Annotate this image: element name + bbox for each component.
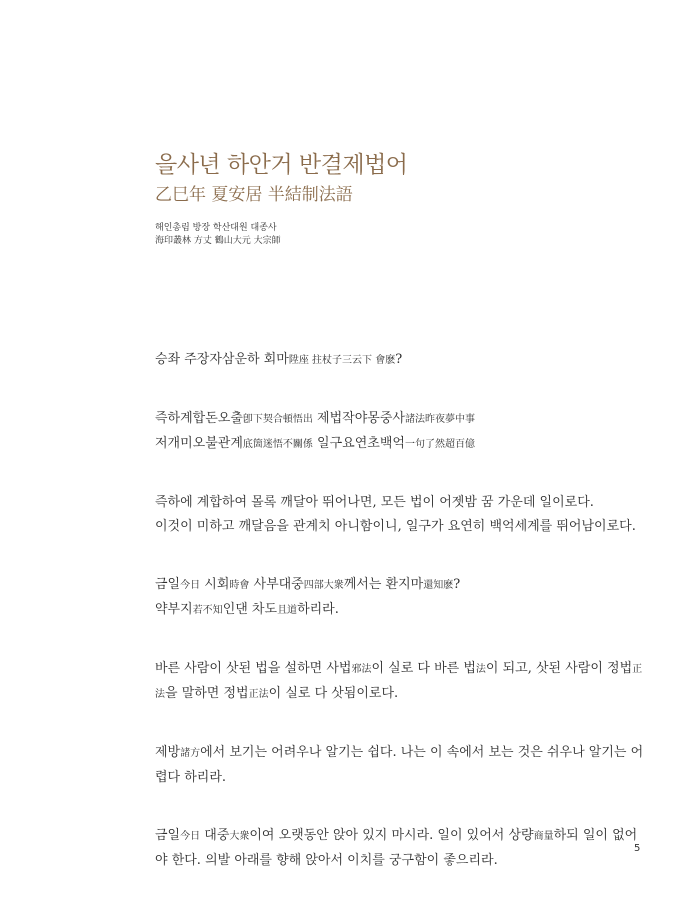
hanja-gloss: 今日 bbox=[180, 831, 201, 842]
text-segment: ? bbox=[395, 352, 403, 367]
paragraph bbox=[155, 348, 645, 373]
hanja-gloss: 正 bbox=[632, 664, 643, 675]
text-segment: 제방 bbox=[155, 745, 181, 760]
hanja-gloss: 還知麽 bbox=[423, 580, 454, 591]
hanja-gloss: 諸方 bbox=[180, 748, 201, 759]
hanja-gloss: 今日 bbox=[180, 580, 201, 591]
text-line bbox=[155, 432, 645, 457]
paragraph bbox=[155, 573, 645, 623]
text-segment: 이것이 미하고 깨달음을 관계치 아니함이니, 일구가 요연히 백억세계를 뛰어남이로다. bbox=[155, 519, 636, 534]
text-segment: 제법작야몽중사 bbox=[312, 411, 405, 426]
paragraph bbox=[155, 657, 645, 707]
text-segment: 인댄 차도 bbox=[222, 602, 278, 617]
text-segment: 금일 bbox=[155, 828, 181, 843]
text-line bbox=[155, 491, 645, 515]
text-line bbox=[155, 348, 645, 373]
text-segment: 이 실로 다 바른 법 bbox=[371, 661, 476, 676]
text-segment: 시회 bbox=[200, 577, 230, 592]
author-line-korean: 해인총림 방장 학산대원 대종사 bbox=[155, 223, 277, 233]
text-segment: 금일 bbox=[155, 577, 181, 592]
text-segment: 께서는 환지마 bbox=[343, 577, 424, 592]
hanja-gloss: 卽下契合頓悟出 bbox=[242, 414, 313, 425]
text-segment: 승좌 주장자삼운하 회마 bbox=[155, 352, 289, 367]
text-segment: 하되 일이 없어 bbox=[553, 828, 638, 843]
hanja-gloss: 諸法昨夜夢中事 bbox=[404, 414, 475, 425]
author-line-hanja: 海印叢林 方丈 鶴山大元 大宗師 bbox=[155, 236, 281, 246]
text-segment: 이 되고, 삿된 사람이 정법 bbox=[485, 661, 633, 676]
hanja-gloss: 且道 bbox=[277, 605, 298, 616]
text-segment: 저개미오불관계 bbox=[155, 436, 243, 451]
text-line bbox=[155, 515, 645, 539]
text-line bbox=[155, 824, 645, 849]
text-segment: 사부대중 bbox=[249, 577, 304, 592]
text-segment: 야 한다. 의발 아래를 향해 앉아서 이치를 궁구함이 좋으리라. bbox=[155, 853, 498, 868]
sermon-body bbox=[155, 348, 645, 907]
hanja-gloss: 一句了然超百億 bbox=[404, 439, 475, 450]
text-segment: ? bbox=[453, 577, 461, 592]
paragraph bbox=[155, 491, 645, 539]
hanja-gloss: 正法 bbox=[248, 689, 269, 700]
paragraph bbox=[155, 741, 645, 790]
text-line bbox=[155, 682, 645, 707]
text-line bbox=[155, 407, 645, 432]
hanja-gloss: 邪法 bbox=[351, 664, 372, 675]
page-number: 5 bbox=[634, 843, 641, 854]
hanja-gloss: 商量 bbox=[533, 831, 554, 842]
hanja-gloss: 大衆 bbox=[229, 831, 250, 842]
text-segment: 대중 bbox=[200, 828, 230, 843]
hanja-gloss: 時會 bbox=[229, 580, 250, 591]
text-segment: 바른 사람이 삿된 법을 설하면 사법 bbox=[155, 661, 352, 676]
title-hanja: 乙巳年 夏安居 半結制法語 bbox=[155, 185, 353, 205]
text-segment: 즉하에 계합하여 몰록 깨달아 뛰어나면, 모든 법이 어젯밤 꿈 가운데 일이로다. bbox=[155, 495, 594, 510]
text-segment: 이여 오랫동안 앉아 있지 마시라. 일이 있어서 상량 bbox=[249, 828, 534, 843]
title-korean: 을사년 하안거 반결제법어 bbox=[155, 152, 408, 178]
text-segment: 약부지 bbox=[155, 602, 193, 617]
text-line bbox=[155, 849, 645, 873]
text-segment: 렵다 하리라. bbox=[155, 770, 227, 785]
hanja-gloss: 底箇迷悟不關係 bbox=[242, 439, 313, 450]
text-segment: 하리라. bbox=[297, 602, 339, 617]
hanja-gloss: 法 bbox=[475, 664, 486, 675]
text-line bbox=[155, 657, 645, 682]
hanja-gloss: 若不知 bbox=[192, 605, 223, 616]
text-line bbox=[155, 766, 645, 790]
text-segment: 즉하계합돈오출 bbox=[155, 411, 243, 426]
paragraph bbox=[155, 824, 645, 873]
hanja-gloss: 陞座 拄杖子三云下 會麽 bbox=[288, 355, 396, 366]
text-line bbox=[155, 573, 645, 598]
hanja-gloss: 四部大衆 bbox=[303, 580, 344, 591]
text-line bbox=[155, 741, 645, 766]
text-segment: 을 말하면 정법 bbox=[165, 686, 249, 701]
text-line bbox=[155, 598, 645, 623]
author-block bbox=[155, 222, 281, 248]
paragraph bbox=[155, 407, 645, 457]
hanja-gloss: 法 bbox=[155, 689, 165, 700]
text-segment: 에서 보기는 어려우나 알기는 쉽다. 나는 이 속에서 보는 것은 쉬우나 알기는 어 bbox=[200, 745, 644, 760]
text-segment: 일구요연초백억 bbox=[312, 436, 405, 451]
text-segment: 이 실로 다 삿됨이로다. bbox=[268, 686, 399, 701]
